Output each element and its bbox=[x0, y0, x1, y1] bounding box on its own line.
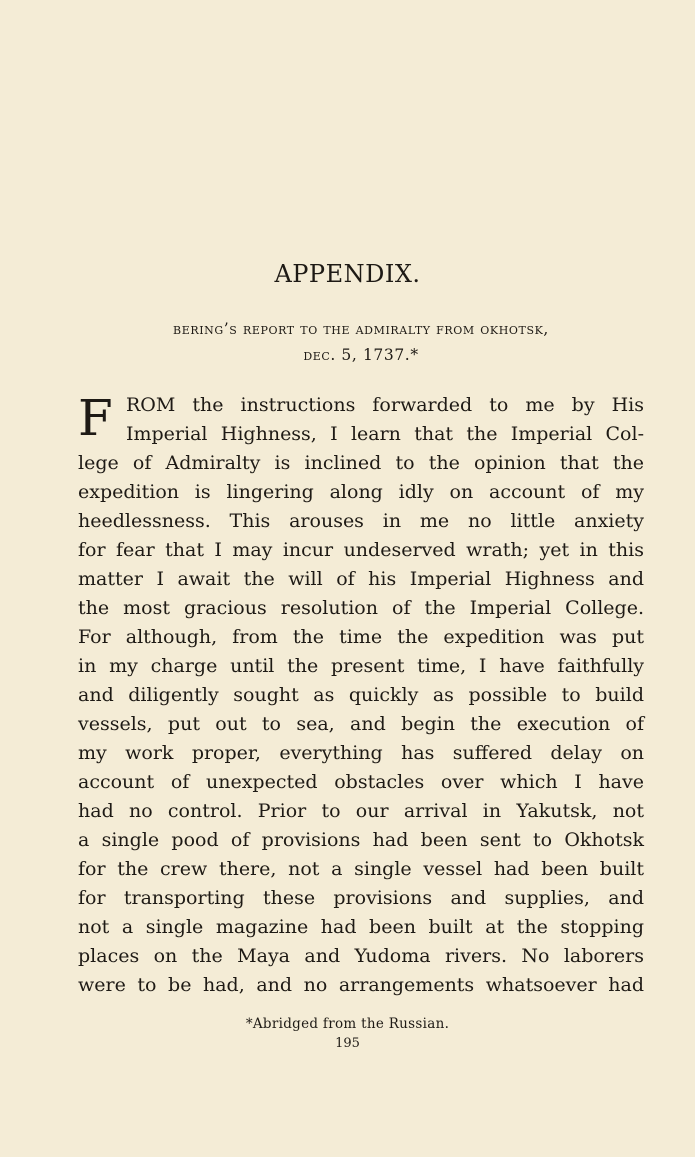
drop-cap: F bbox=[78, 389, 113, 447]
body-line: matter I await the will of his Imperial Highness and bbox=[78, 568, 644, 590]
page-number: 195 bbox=[335, 1036, 360, 1051]
body-line: not a single magazine had been built at the stopping bbox=[78, 916, 644, 938]
body-line: and diligently sought as quickly as possible to build bbox=[78, 684, 644, 706]
body-line: my work proper, everything has suffered delay on bbox=[78, 742, 644, 764]
body-line: vessels, put out to sea, and begin the execution of bbox=[78, 713, 644, 735]
body-line: heedlessness. This arouses in me no little anxiety bbox=[78, 510, 644, 532]
body-line: were to be had, and no arrangements whatsoever had bbox=[78, 974, 644, 996]
body-line: had no control. Prior to our arrival in Yakutsk, not bbox=[78, 800, 644, 822]
body-line: For although, from the time the expedition was put bbox=[78, 626, 644, 648]
body-line: a single pood of provisions had been sent to Okhotsk bbox=[78, 829, 644, 851]
subheading-line-2: dec. 5, 1737.* bbox=[303, 346, 419, 364]
body-line: ROM the instructions forwarded to me by His bbox=[126, 394, 644, 416]
body-line: expedition is lingering along idly on account of my bbox=[78, 481, 644, 503]
report-subheading bbox=[78, 316, 644, 368]
footnote: *Abridged from the Russian. bbox=[245, 1016, 450, 1032]
body-line: for the crew there, not a single vessel had been built bbox=[78, 858, 644, 880]
body-line: in my charge until the present time, I have faithfully bbox=[78, 655, 644, 677]
body-line: for transporting these provisions and supplies, and bbox=[78, 887, 644, 909]
body-paragraph bbox=[78, 391, 644, 1000]
body-line: Imperial Highness, I learn that the Imperial Col- bbox=[126, 423, 644, 445]
appendix-heading: APPENDIX. bbox=[274, 260, 421, 288]
body-line: for fear that I may incur undeserved wrath; yet in this bbox=[78, 539, 644, 561]
subheading-line-1: bering’s report to the admiralty from okhotsk, bbox=[173, 320, 549, 338]
body-line: account of unexpected obstacles over which I have bbox=[78, 771, 644, 793]
body-line: places on the Maya and Yudoma rivers. No laborers bbox=[78, 945, 644, 967]
body-line: the most gracious resolution of the Imperial College. bbox=[78, 597, 644, 619]
body-line: lege of Admiralty is inclined to the opinion that the bbox=[78, 452, 644, 474]
